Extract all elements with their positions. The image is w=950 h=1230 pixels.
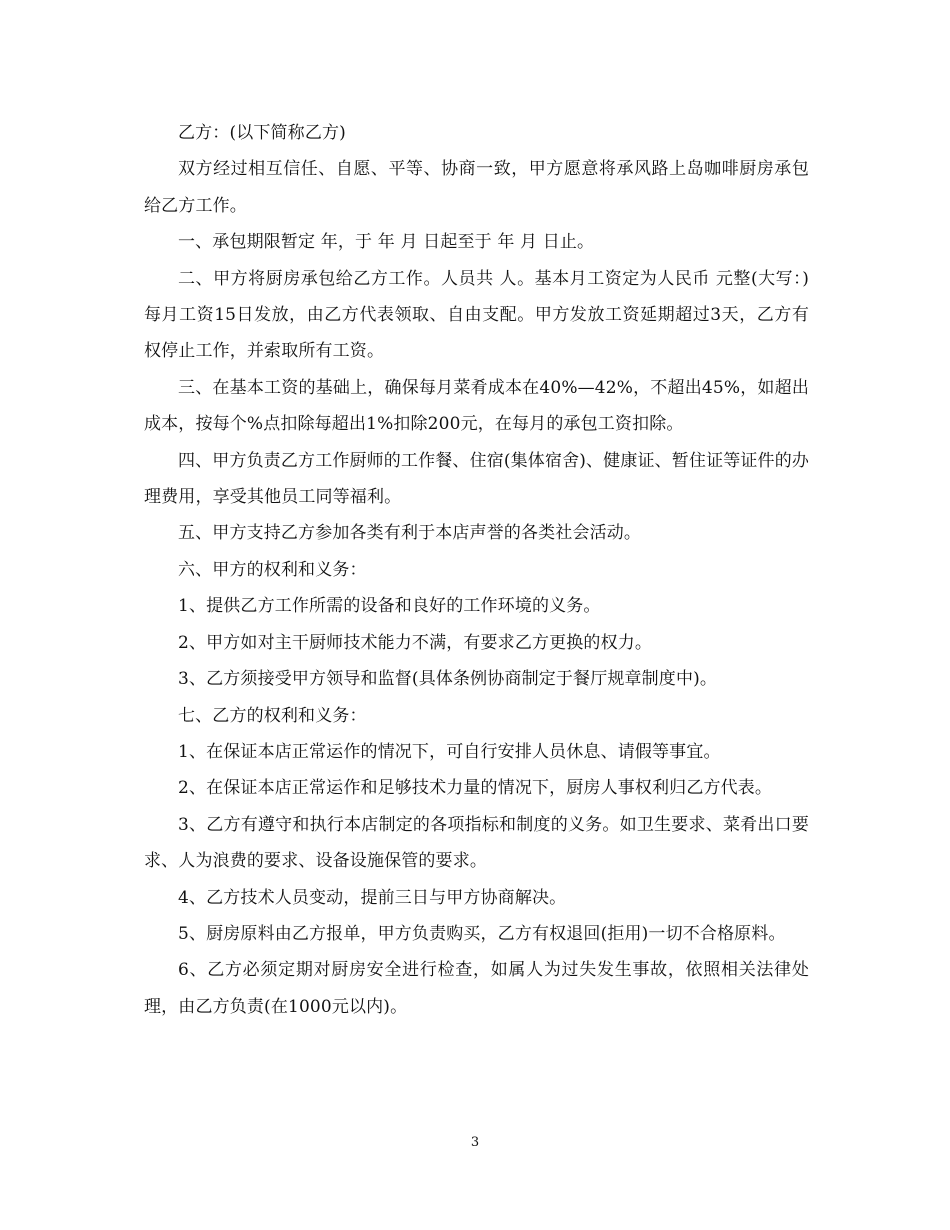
paragraph-clause-1: 一、承包期限暂定 年，于 年 月 日起至于 年 月 日止。 bbox=[178, 232, 595, 253]
paragraph-clause-6-heading: 六、甲方的权利和义务： bbox=[178, 559, 367, 580]
paragraph-clause-6-item-3: 3、乙方须接受甲方领导和监督(具体条例协商制定于餐厅规章制度中)。 bbox=[178, 669, 718, 690]
paragraph-clause-2: 二、甲方将厨房承包给乙方工作。人员共 人。基本月工资定为人民币 元整(大写：)每月工资15日发放，由乙方代表领取、自由支配。甲方发放工资延期超过3天，乙方有权停止工作，并索取所有工资。 bbox=[144, 268, 809, 362]
paragraph-clause-3: 三、在基本工资的基础上，确保每月菜肴成本在40%—42%，不超出45%，如超出成本，按每个%点扣除每超出1%扣除200元，在每月的承包工资扣除。 bbox=[144, 377, 809, 435]
paragraph-clause-5: 五、甲方支持乙方参加各类有利于本店声誉的各类社会活动。 bbox=[178, 523, 642, 544]
paragraph-intro: 双方经过相互信任、自愿、平等、协商一致，甲方愿意将承风路上岛咖啡厨房承包给乙方工作。 bbox=[144, 159, 809, 216]
paragraph-clause-7-item-4: 4、乙方技术人员变动，提前三日与甲方协商解决。 bbox=[178, 887, 567, 908]
paragraph-clause-7-heading: 七、乙方的权利和义务： bbox=[178, 705, 367, 726]
paragraph-clause-7-item-3: 3、乙方有遵守和执行本店制定的各项指标和制度的义务。如卫生要求、菜肴出口要求、人为浪费的要求、设备设施保管的要求。 bbox=[144, 814, 809, 872]
paragraph-clause-7-item-5: 5、厨房原料由乙方报单，甲方负责购买，乙方有权退回(拒用)一切不合格原料。 bbox=[178, 923, 786, 944]
paragraph-clause-7-item-6: 6、乙方必须定期对厨房安全进行检查，如属人为过失发生事故，依照相关法律处理，由乙方负责(在1000元以内)。 bbox=[144, 960, 809, 1017]
paragraph-clause-4: 四、甲方负责乙方工作厨师的工作餐、住宿(集体宿舍)、健康证、暂住证等证件的办理费用，享受其他员工同等福利。 bbox=[144, 450, 809, 508]
paragraph-clause-7-item-2: 2、在保证本店正常运作和足够技术力量的情况下，厨房人事权利归乙方代表。 bbox=[178, 778, 773, 799]
page-number: 3 bbox=[470, 1135, 480, 1150]
paragraph-clause-7-item-1: 1、在保证本店正常运作的情况下，可自行安排人员休息、请假等事宜。 bbox=[178, 741, 721, 762]
document-body bbox=[144, 115, 809, 1025]
paragraph-clause-6-item-2: 2、甲方如对主干厨师技术能力不满，有要求乙方更换的权力。 bbox=[178, 632, 653, 653]
paragraph-clause-6-item-1: 1、提供乙方工作所需的设备和良好的工作环境的义务。 bbox=[178, 596, 601, 617]
paragraph-party-b: 乙方：(以下简称乙方) bbox=[178, 123, 346, 143]
